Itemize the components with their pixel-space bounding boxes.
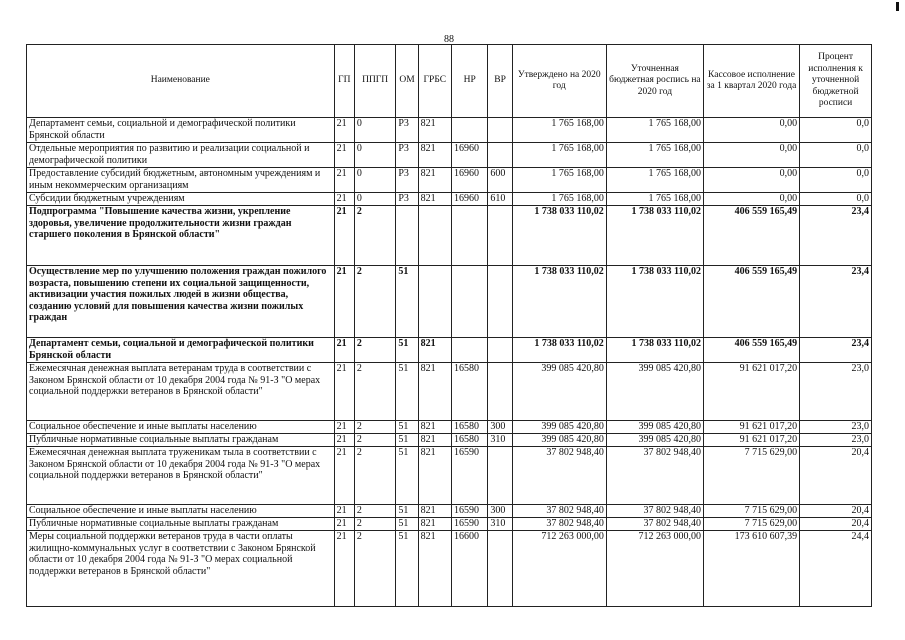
cell-ppgp: 0	[354, 193, 395, 206]
cell-om: Р3	[396, 118, 418, 143]
cell-vr: 310	[488, 518, 512, 531]
cell-approved: 399 085 420,80	[512, 363, 606, 421]
table-row	[27, 143, 872, 168]
cell-approved: 37 802 948,40	[512, 505, 606, 518]
cell-percent: 24,4	[800, 531, 872, 607]
cell-grbs: 821	[418, 143, 451, 168]
cell-cash: 0,00	[703, 143, 799, 168]
cell-percent: 23,0	[800, 421, 872, 434]
cell-refined: 37 802 948,40	[606, 505, 703, 518]
table-row	[27, 421, 872, 434]
cell-percent: 20,4	[800, 518, 872, 531]
cell-cash: 7 715 629,00	[703, 518, 799, 531]
cell-refined: 399 085 420,80	[606, 434, 703, 447]
cell-name: Отдельные мероприятия по развитию и реализации социальной и демографической политики	[27, 143, 335, 168]
cell-grbs: 821	[418, 193, 451, 206]
cell-gp: 21	[334, 338, 354, 363]
cell-vr	[488, 143, 512, 168]
cell-approved: 1 738 033 110,02	[512, 338, 606, 363]
cell-grbs: 821	[418, 505, 451, 518]
cell-om: 51	[396, 338, 418, 363]
cell-vr	[488, 206, 512, 266]
cell-approved: 399 085 420,80	[512, 434, 606, 447]
cell-ppgp: 2	[354, 266, 395, 338]
cell-approved: 399 085 420,80	[512, 421, 606, 434]
cell-refined: 1 765 168,00	[606, 118, 703, 143]
cell-om: 51	[396, 363, 418, 421]
cell-om: 51	[396, 266, 418, 338]
cell-vr	[488, 118, 512, 143]
cell-cash: 0,00	[703, 193, 799, 206]
cell-ppgp: 2	[354, 434, 395, 447]
cell-nr: 16580	[452, 363, 488, 421]
cell-approved: 1 765 168,00	[512, 143, 606, 168]
cell-gp: 21	[334, 363, 354, 421]
cell-name: Социальное обеспечение и иные выплаты населению	[27, 421, 335, 434]
cell-om: 51	[396, 447, 418, 505]
cell-percent: 0,0	[800, 168, 872, 193]
cell-percent: 23,0	[800, 363, 872, 421]
cell-cash: 91 621 017,20	[703, 363, 799, 421]
cell-gp: 21	[334, 193, 354, 206]
cell-percent: 20,4	[800, 447, 872, 505]
cell-ppgp: 0	[354, 143, 395, 168]
cell-nr	[452, 118, 488, 143]
header-ppgp: ППГП	[354, 45, 395, 118]
cell-grbs	[418, 266, 451, 338]
header-gp: ГП	[334, 45, 354, 118]
cell-approved: 1 765 168,00	[512, 193, 606, 206]
cell-percent: 0,0	[800, 193, 872, 206]
cell-refined: 37 802 948,40	[606, 518, 703, 531]
cell-name: Департамент семьи, социальной и демографической политики Брянской области	[27, 118, 335, 143]
table-row	[27, 447, 872, 505]
table-row	[27, 168, 872, 193]
cell-vr: 310	[488, 434, 512, 447]
cell-grbs: 821	[418, 363, 451, 421]
cell-vr: 610	[488, 193, 512, 206]
cell-gp: 21	[334, 447, 354, 505]
cell-cash: 406 559 165,49	[703, 338, 799, 363]
cell-approved: 37 802 948,40	[512, 518, 606, 531]
header-vr: ВР	[488, 45, 512, 118]
cell-ppgp: 2	[354, 505, 395, 518]
cell-nr: 16590	[452, 447, 488, 505]
cell-refined: 1 765 168,00	[606, 193, 703, 206]
cell-name: Субсидии бюджетным учреждениям	[27, 193, 335, 206]
cell-om: 51	[396, 505, 418, 518]
cell-cash: 0,00	[703, 118, 799, 143]
page-number: 88	[444, 34, 454, 45]
table-row	[27, 193, 872, 206]
cell-name: Ежемесячная денежная выплата труженикам тыла в соответствии с Законом Брянской области от 10 декабря 2004 года № 91-З "О мерах социальной поддержки ветеранов в Брянской области"	[27, 447, 335, 505]
cell-ppgp: 2	[354, 531, 395, 607]
cell-approved: 1 738 033 110,02	[512, 206, 606, 266]
cell-gp: 21	[334, 505, 354, 518]
cell-gp: 21	[334, 118, 354, 143]
cell-grbs: 821	[418, 168, 451, 193]
cell-gp: 21	[334, 421, 354, 434]
header-approved: Утверждено на 2020 год	[512, 45, 606, 118]
header-refined: Уточненная бюджетная роспись на 2020 год	[606, 45, 703, 118]
table-row	[27, 518, 872, 531]
cell-om: 51	[396, 531, 418, 607]
cell-name: Предоставление субсидий бюджетным, автономным учреждениям и иным некоммерческим организациям	[27, 168, 335, 193]
header-om: ОМ	[396, 45, 418, 118]
cell-grbs: 821	[418, 421, 451, 434]
cell-nr: 16580	[452, 434, 488, 447]
corner-mark	[896, 2, 899, 11]
cell-refined: 712 263 000,00	[606, 531, 703, 607]
cell-om: Р3	[396, 168, 418, 193]
cell-grbs: 821	[418, 338, 451, 363]
cell-om	[396, 206, 418, 266]
cell-approved: 37 802 948,40	[512, 447, 606, 505]
cell-percent: 0,0	[800, 118, 872, 143]
cell-approved: 1 738 033 110,02	[512, 266, 606, 338]
cell-name: Ежемесячная денежная выплата ветеранам труда в соответствии с Законом Брянской области от 10 декабря 2004 года № 91-З "О мерах социальной поддержки ветеранов в Брянской области"	[27, 363, 335, 421]
cell-name: Подпрограмма "Повышение качества жизни, укрепление здоровья, увеличение продолжительности жизни граждан старшего поколения в Брянской области"	[27, 206, 335, 266]
table-header-row	[27, 45, 872, 118]
cell-vr: 600	[488, 168, 512, 193]
cell-gp: 21	[334, 266, 354, 338]
cell-vr	[488, 531, 512, 607]
cell-nr: 16960	[452, 168, 488, 193]
table-row	[27, 531, 872, 607]
cell-ppgp: 2	[354, 338, 395, 363]
cell-grbs	[418, 206, 451, 266]
cell-cash: 7 715 629,00	[703, 505, 799, 518]
table-row	[27, 266, 872, 338]
cell-ppgp: 2	[354, 421, 395, 434]
cell-vr	[488, 338, 512, 363]
cell-ppgp: 2	[354, 363, 395, 421]
cell-refined: 1 765 168,00	[606, 168, 703, 193]
cell-approved: 1 765 168,00	[512, 118, 606, 143]
cell-cash: 7 715 629,00	[703, 447, 799, 505]
cell-name: Социальное обеспечение и иные выплаты населению	[27, 505, 335, 518]
cell-refined: 1 738 033 110,02	[606, 206, 703, 266]
header-cash: Кассовое исполнение за 1 квартал 2020 года	[703, 45, 799, 118]
cell-nr	[452, 206, 488, 266]
cell-grbs: 821	[418, 518, 451, 531]
cell-gp: 21	[334, 206, 354, 266]
cell-grbs: 821	[418, 434, 451, 447]
cell-ppgp: 2	[354, 518, 395, 531]
cell-om: Р3	[396, 193, 418, 206]
table-row	[27, 505, 872, 518]
cell-percent: 23,4	[800, 206, 872, 266]
cell-refined: 399 085 420,80	[606, 363, 703, 421]
cell-refined: 399 085 420,80	[606, 421, 703, 434]
cell-refined: 1 765 168,00	[606, 143, 703, 168]
cell-name: Публичные нормативные социальные выплаты гражданам	[27, 434, 335, 447]
table-row	[27, 206, 872, 266]
cell-name: Департамент семьи, социальной и демографической политики Брянской области	[27, 338, 335, 363]
cell-percent: 23,4	[800, 266, 872, 338]
cell-approved: 712 263 000,00	[512, 531, 606, 607]
table-row	[27, 338, 872, 363]
cell-gp: 21	[334, 168, 354, 193]
header-nr: НР	[452, 45, 488, 118]
cell-refined: 1 738 033 110,02	[606, 338, 703, 363]
cell-cash: 406 559 165,49	[703, 266, 799, 338]
cell-gp: 21	[334, 143, 354, 168]
cell-grbs: 821	[418, 447, 451, 505]
cell-name: Осуществление мер по улучшению положения граждан пожилого возраста, повышению степени их социальной защищенности, активизации участия пожилых людей в жизни общества, созданию условий для повышения качества жизни пожилых граждан	[27, 266, 335, 338]
header-name: Наименование	[27, 45, 335, 118]
cell-vr	[488, 447, 512, 505]
table-row	[27, 363, 872, 421]
cell-vr	[488, 266, 512, 338]
cell-nr: 16600	[452, 531, 488, 607]
cell-name: Публичные нормативные социальные выплаты гражданам	[27, 518, 335, 531]
cell-gp: 21	[334, 531, 354, 607]
budget-table	[26, 44, 872, 607]
cell-nr	[452, 338, 488, 363]
cell-nr: 16590	[452, 505, 488, 518]
cell-ppgp: 0	[354, 168, 395, 193]
cell-grbs: 821	[418, 118, 451, 143]
cell-vr: 300	[488, 505, 512, 518]
header-percent: Процент исполнения к уточненной бюджетной росписи	[800, 45, 872, 118]
cell-gp: 21	[334, 434, 354, 447]
cell-cash: 0,00	[703, 168, 799, 193]
cell-ppgp: 2	[354, 447, 395, 505]
cell-approved: 1 765 168,00	[512, 168, 606, 193]
cell-cash: 91 621 017,20	[703, 421, 799, 434]
cell-gp: 21	[334, 518, 354, 531]
cell-om: 51	[396, 421, 418, 434]
cell-refined: 37 802 948,40	[606, 447, 703, 505]
cell-cash: 91 621 017,20	[703, 434, 799, 447]
cell-cash: 406 559 165,49	[703, 206, 799, 266]
cell-name: Меры социальной поддержки ветеранов труда в части оплаты жилищно-коммунальных услуг в соответствии с Законом Брянской области от 10 декабря 2004 года № 91-З "О мерах социальной поддержки ветеранов в Брянской области"	[27, 531, 335, 607]
cell-ppgp: 0	[354, 118, 395, 143]
cell-nr: 16960	[452, 193, 488, 206]
cell-nr	[452, 266, 488, 338]
table-row	[27, 118, 872, 143]
cell-percent: 23,0	[800, 434, 872, 447]
cell-refined: 1 738 033 110,02	[606, 266, 703, 338]
header-grbs: ГРБС	[418, 45, 451, 118]
cell-om: 51	[396, 434, 418, 447]
cell-cash: 173 610 607,39	[703, 531, 799, 607]
cell-grbs: 821	[418, 531, 451, 607]
cell-percent: 0,0	[800, 143, 872, 168]
cell-nr: 16960	[452, 143, 488, 168]
cell-nr: 16590	[452, 518, 488, 531]
cell-vr: 300	[488, 421, 512, 434]
cell-percent: 23,4	[800, 338, 872, 363]
cell-om: 51	[396, 518, 418, 531]
cell-vr	[488, 363, 512, 421]
cell-ppgp: 2	[354, 206, 395, 266]
table-row	[27, 434, 872, 447]
cell-percent: 20,4	[800, 505, 872, 518]
cell-nr: 16580	[452, 421, 488, 434]
cell-om: Р3	[396, 143, 418, 168]
